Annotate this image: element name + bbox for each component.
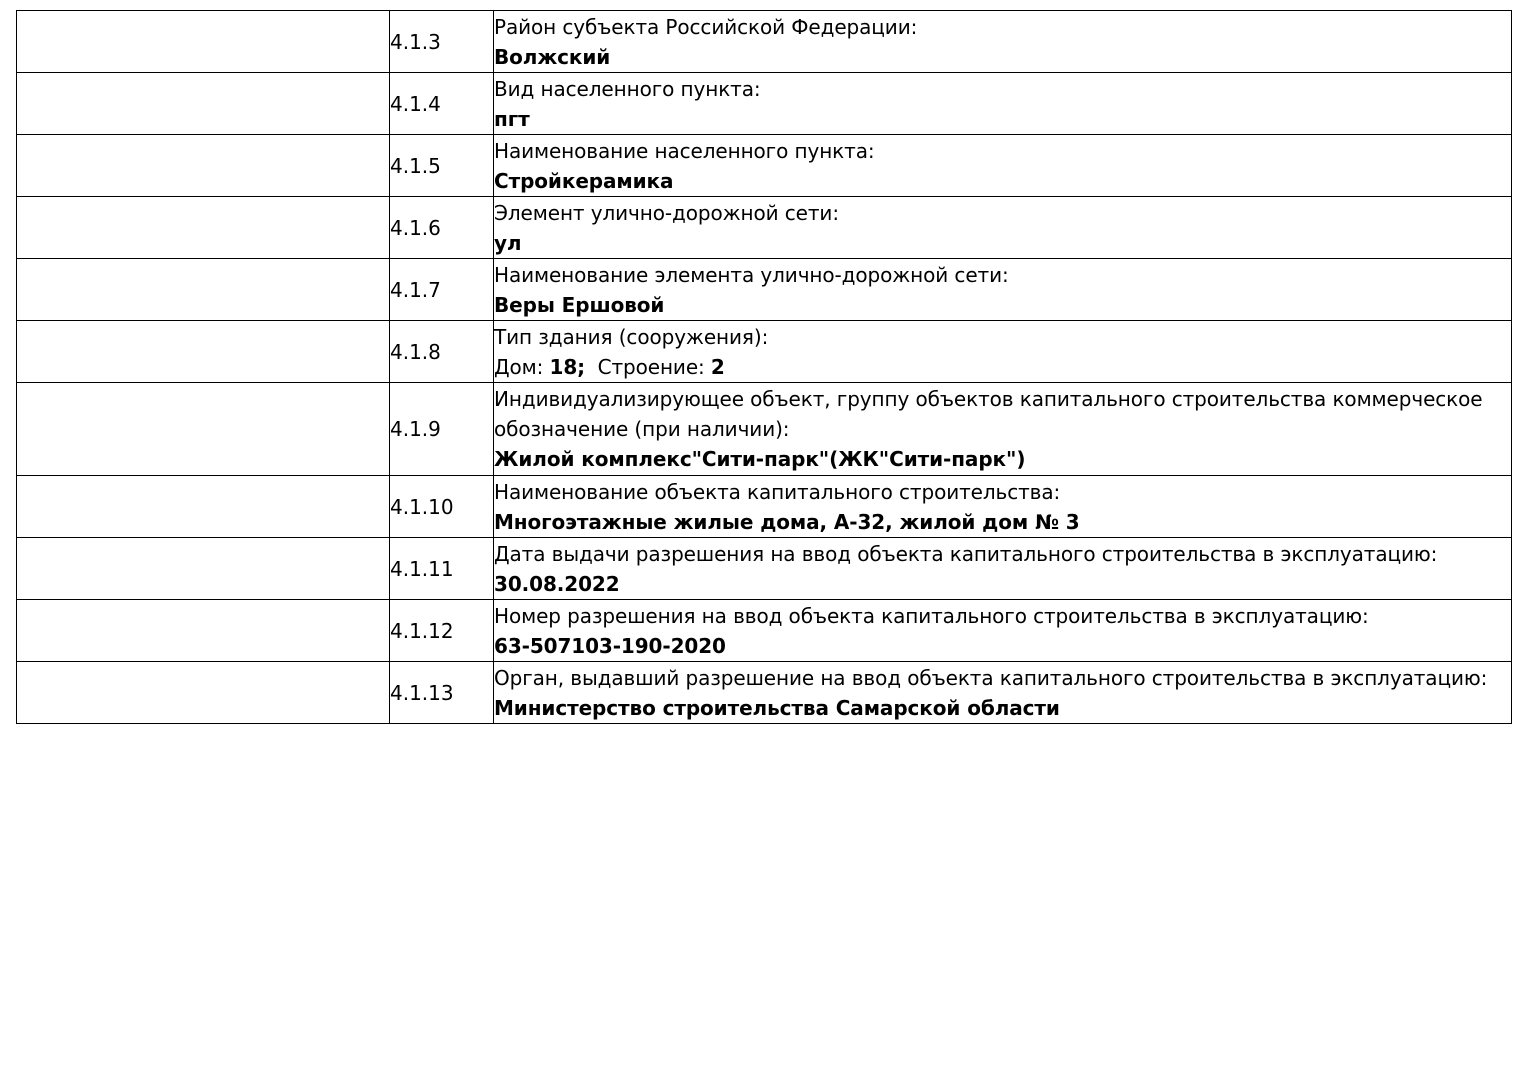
table-row — [17, 600, 1512, 662]
empty-cell — [17, 73, 390, 135]
empty-cell — [17, 135, 390, 197]
table-row — [17, 135, 1512, 197]
item-number: 4.1.9 — [390, 383, 494, 476]
item-value: Веры Ершовой — [494, 292, 665, 317]
item-value: Министерство строительства Самарской области — [494, 695, 1060, 720]
empty-cell — [17, 600, 390, 662]
table-row — [17, 73, 1512, 135]
house-number: 18; — [549, 354, 586, 379]
item-number: 4.1.7 — [390, 259, 494, 321]
building-number: 2 — [710, 354, 725, 379]
item-description — [494, 73, 1512, 135]
item-label: Номер разрешения на ввод объекта капитального строительства в эксплуатацию: — [494, 603, 1369, 628]
item-description — [494, 600, 1512, 662]
table-row — [17, 11, 1512, 73]
item-description — [494, 321, 1512, 383]
house-label: Дом: — [494, 354, 550, 379]
item-label: Индивидуализирующее объект, группу объектов капитального строительства коммерческое обозначение (при наличии): — [494, 387, 1483, 441]
item-value: Волжский — [494, 44, 611, 69]
item-description — [494, 538, 1512, 600]
item-description — [494, 135, 1512, 197]
item-label: Элемент улично-дорожной сети: — [494, 200, 839, 225]
item-description — [494, 662, 1512, 724]
building-type-value — [494, 352, 1511, 382]
item-label: Орган, выдавший разрешение на ввод объекта капитального строительства в эксплуатацию: — [494, 665, 1488, 690]
item-value: 63-507103-190-2020 — [494, 633, 726, 658]
item-description — [494, 197, 1512, 259]
empty-cell — [17, 321, 390, 383]
item-number: 4.1.8 — [390, 321, 494, 383]
document-table — [16, 10, 1512, 724]
empty-cell — [17, 11, 390, 73]
item-label: Наименование элемента улично-дорожной сети: — [494, 262, 1009, 287]
item-description — [494, 11, 1512, 73]
item-value: Стройкерамика — [494, 168, 674, 193]
item-description — [494, 476, 1512, 538]
empty-cell — [17, 197, 390, 259]
item-label: Наименование населенного пункта: — [494, 138, 875, 163]
empty-cell — [17, 259, 390, 321]
item-label: Район субъекта Российской Федерации: — [494, 14, 918, 39]
item-value: ул — [494, 230, 522, 255]
table-row — [17, 321, 1512, 383]
item-label: Наименование объекта капитального строительства: — [494, 479, 1061, 504]
table-row — [17, 662, 1512, 724]
item-number: 4.1.10 — [390, 476, 494, 538]
item-value: пгт — [494, 106, 530, 131]
empty-cell — [17, 662, 390, 724]
item-number: 4.1.6 — [390, 197, 494, 259]
table-row — [17, 197, 1512, 259]
empty-cell — [17, 476, 390, 538]
table-row — [17, 476, 1512, 538]
item-description — [494, 259, 1512, 321]
item-number: 4.1.12 — [390, 600, 494, 662]
empty-cell — [17, 383, 390, 476]
item-number: 4.1.4 — [390, 73, 494, 135]
building-label: Строение: — [585, 354, 711, 379]
table-row — [17, 259, 1512, 321]
item-value: Многоэтажные жилые дома, А-32, жилой дом № 3 — [494, 509, 1080, 534]
table-row — [17, 383, 1512, 476]
item-label: Вид населенного пункта: — [494, 76, 761, 101]
item-label: Дата выдачи разрешения на ввод объекта капитального строительства в эксплуатацию: — [494, 541, 1438, 566]
item-label: Тип здания (сооружения): — [494, 324, 769, 349]
item-number: 4.1.11 — [390, 538, 494, 600]
item-number: 4.1.3 — [390, 11, 494, 73]
item-number: 4.1.5 — [390, 135, 494, 197]
table-row — [17, 538, 1512, 600]
item-number: 4.1.13 — [390, 662, 494, 724]
empty-cell — [17, 538, 390, 600]
item-description — [494, 383, 1512, 476]
item-value: 30.08.2022 — [494, 571, 620, 596]
item-value: Жилой комплекс"Сити-парк"(ЖК"Сити-парк") — [494, 447, 1026, 471]
